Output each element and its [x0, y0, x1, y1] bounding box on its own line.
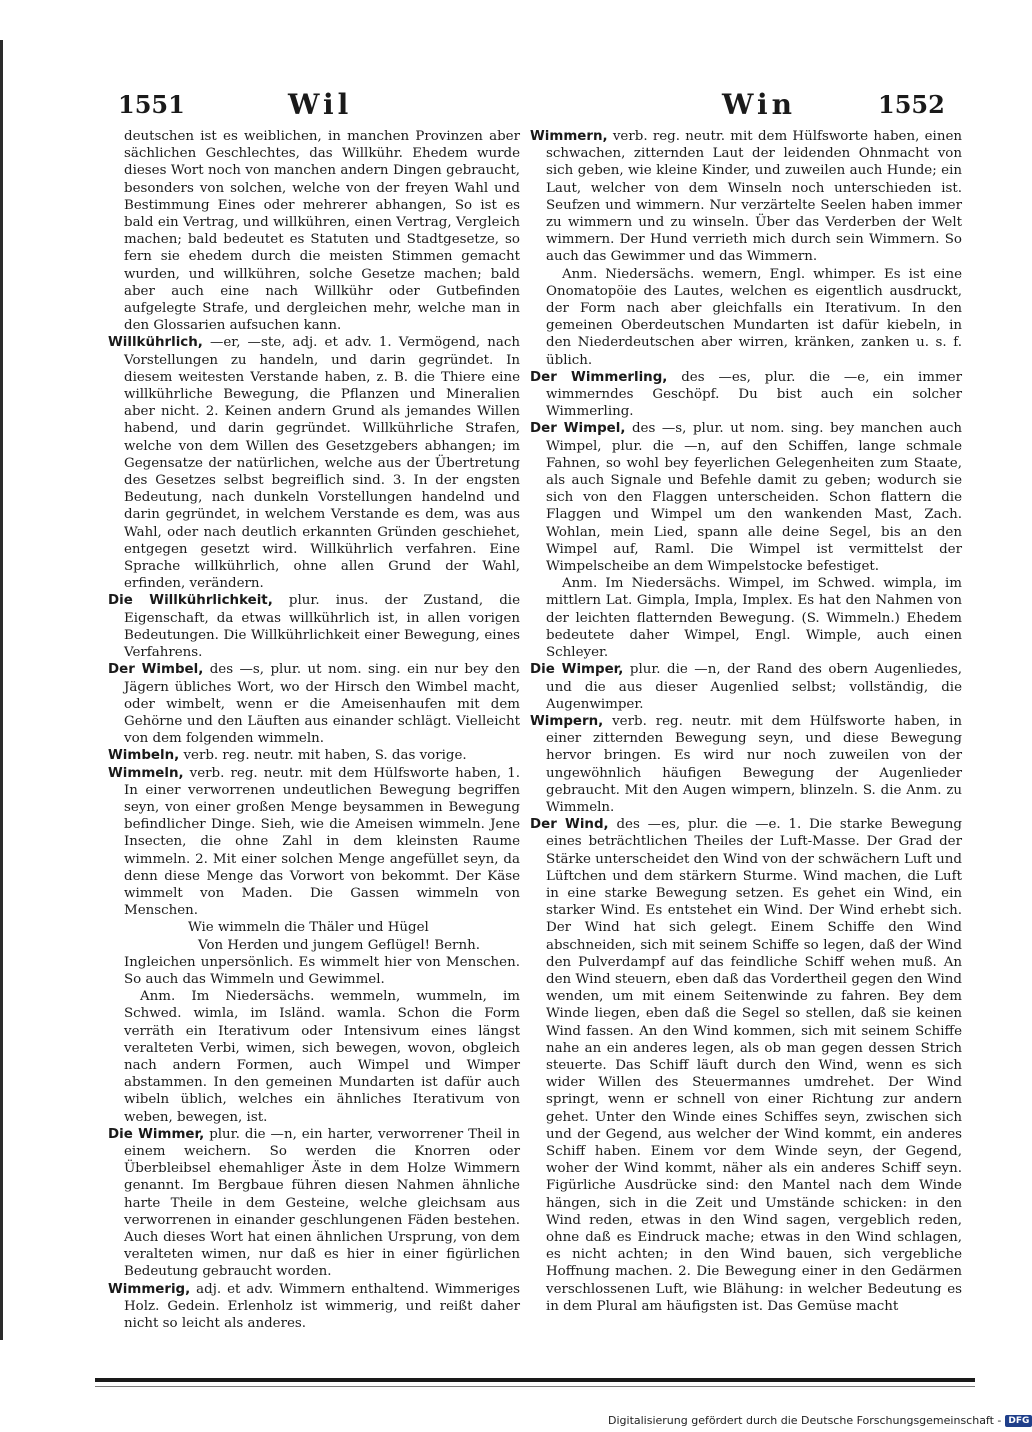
entry-headword: Wimmeln,: [108, 765, 184, 781]
dictionary-entry: [108, 661, 520, 747]
left-column: [108, 128, 521, 1332]
entry-headword: Der Wind,: [530, 817, 609, 833]
dictionary-entry: [108, 747, 520, 764]
entry-headword: Der Wimpel,: [530, 421, 626, 437]
dictionary-entry: [530, 661, 962, 713]
entry-definition: des —s, plur. ut nom. sing. ein nur bey den Jägern übliches Wort, wo der Hirsch den Wimbel macht, oder wimbelt, wenn er die Ameisenhaufen mit dem Gehörne und den Läuften aus einander schlägt. Vielleicht von dem folgenden wimmeln.: [124, 662, 521, 747]
entry-definition: verb. reg. neutr. mit dem Hülfsworte haben, in einer zitternden Bewegung seyn, und diese Bewegung hervor bringen. Es wird nur noch zuweilen von der ungewöhnlich häufigen Bewegung der Augenlieder gebraucht. Mit den Augen wimpern, blinzeln. S. die Anm. zu Wimmeln.: [546, 713, 962, 815]
entry-headword: Die Wimmer,: [108, 1126, 205, 1142]
dfg-logo: DFG: [1005, 1415, 1032, 1427]
dictionary-entry: [530, 816, 962, 1315]
catchword-right: Win: [722, 88, 796, 121]
entry-definition: plur. die —n, der Rand des obern Augenliedes, und die aus dieser Augenlied selbst; vollständig, die Augenwimper.: [546, 662, 962, 712]
entry-headword: Die Willkührlichkeit,: [108, 593, 273, 609]
page-header: [0, 88, 1000, 124]
bottom-rule-thin: [95, 1386, 975, 1387]
dictionary-entry: [530, 128, 962, 266]
entry-headword: Der Wimbel,: [108, 662, 204, 678]
digitization-credit: [608, 1414, 1030, 1430]
entry-annotation: Anm. Im Niedersächs. Wimpel, im Schwed. wimpla, im mittlern Lat. Gimpla, Impla, Implex. Es hat den Nahmen von der leichten flatternden Bewegung. (S. Wimmeln.) Ehedem bedeutete daher Wimpel, Engl. Wimple, auch einen Schleyer.: [546, 576, 962, 661]
entry-definition: adj. et adv. Wimmern enthaltend. Wimmeriges Holz. Gedein. Erlenholz ist wimmerig, und reißt daher nicht so leicht als anderes.: [124, 1281, 520, 1332]
entry-headword: Wimbeln,: [108, 748, 180, 764]
entry-definition: verb. reg. neutr. mit dem Hülfsworte haben, einen schwachen, zitternden Laut der leidenden Ohnmacht von sich geben, wie kleine Kinder, und zuweilen auch Hunde; ein Laut, welcher von dem Winseln noch unterschieden ist. Seufzen und wimmern. Nur verzärtelte Seelen haben immer zu wimmern und zu winseln. Über das Verderben der Welt wimmern. Der Hund verrieth mich durch sein Wimmern. So auch das Gewimmer und das Wimmern.: [546, 129, 962, 265]
dictionary-entry: [108, 1126, 520, 1281]
entry-headword: Willkührlich,: [108, 335, 203, 351]
dictionary-entry: [108, 334, 520, 592]
catchword-left: Wil: [288, 88, 353, 121]
dictionary-entry: [108, 765, 520, 920]
entry-headword: Wimpern,: [530, 713, 604, 729]
right-column: [530, 128, 963, 1314]
entry-headword: Wimmerig,: [108, 1281, 191, 1297]
entry-definition: des —es, plur. die —e, ein immer wimmerndes Geschöpf. Du bist auch ein solcher Wimmerling.: [546, 369, 962, 420]
dictionary-entry: [530, 369, 962, 421]
verse-line: Wie wimmeln die Thäler und Hügel: [188, 920, 429, 936]
bottom-rule: [95, 1378, 975, 1382]
entry-definition: plur. inus. der Zustand, die Eigenschaft, da etwas willkührlich ist, in allen vorigen Bedeutungen. Die Willkührlichkeit einer Bewegung, eines Verfahrens.: [124, 593, 521, 661]
entry-definition: des —s, plur. ut nom. sing. bey manchen auch Wimpel, plur. die —n, auf den Schiffen, lange schmale Fahnen, so wohl bey feyerlichen Gelegenheiten zum Staate, als auch Signale und Befehle damit zu geben; wodurch sie sich von den Flaggen unterscheiden. Schon flattern die Flaggen und Wimpel um den wankenden Mast, Zach. Wohlan, mein Lied, spann alle deine Segel, bis an den Wimpel auf, Raml. Die Wimpel ist vermittelst der Wimpelscheibe an dem Wimpelstocke befestiget.: [546, 421, 962, 575]
credit-text: Digitalisierung gefördert durch die Deutsche Forschungsgemeinschaft -: [608, 1414, 1002, 1427]
entry-definition: verb. reg. neutr. mit dem Hülfsworte haben, 1. In einer verworrenen undeutlichen Bewegung begriffen seyn, von einer großen Menge beysammen in Bewegung befindlicher Dinge. Sieh, wie die Ameisen wimmeln. Jene Insecten, die ohne Zahl in dem kleinsten Raume wimmeln. 2. Mit einer solchen Menge angefüllet seyn, da denn diese Menge das Vorwort von bekommt. Der Käse wimmelt von Maden. Die Gassen wimmeln von Menschen.: [124, 765, 520, 919]
page-number-right: 1552: [878, 90, 945, 119]
verse-quote: [108, 919, 520, 953]
verse-line: Von Herden und jungem Geflügel! Bernh.: [198, 937, 480, 953]
dictionary-entry: [530, 713, 962, 816]
dictionary-entry: [108, 592, 520, 661]
page-edge-shadow: [0, 40, 3, 1340]
entry-annotation: Anm. Niedersächs. wemern, Engl. whimper. Es ist eine Onomatopöie des Lautes, welchen es eigentlich ausdruckt, der Form nach aber gleichfalls ein Iterativum. In den gemeinen Oberdeutschen Mundarten ist dafür kiebeln, in den Niederdeutschen aber wirren, kränken, zanken u. s. f. üblich.: [546, 266, 962, 368]
entry-continuation: deutschen ist es weiblichen, in manchen Provinzen aber sächlichen Geschlechtes, das Willkühr. Ehedem wurde dieses Wort noch von manchen andern Dingen gebraucht, besonders von solchen, welche von der freyen Wahl und Bestimmung Eines oder mehrerer abhangen, So ist es bald ein Vertrag, und willkühren, einen Vertrag, Vergleich machen; bald bedeutet es Statuten und Stadtgesetze, so fern sie ehedem durch die meisten Stimmen gemacht wurden, und willkühren, solche Gesetze machen; bald aber auch eine nach Willkühr oder Gutbefinden aufgelegte Strafe, und dergleichen mehr, welche man in den Glossarien aufsuchen kann.: [124, 129, 520, 334]
entry-headword: Die Wimper,: [530, 662, 624, 678]
page-number-left: 1551: [118, 90, 185, 119]
entry-headword: Der Wimmerling,: [530, 369, 668, 385]
entry-annotation: Anm. Im Niedersächs. wemmeln, wummeln, im Schwed. wimla, im Isländ. wamla. Schon die Form verräth ein Iterativum oder Intensivum eines längst veralteten Verbi, wimen, sich bewegen, wovon, obgleich nach andern Formen, auch Wimpel und Wimper abstammen. In den gemeinen Mundarten ist dafür auch wibeln üblich, welches ein ähnliches Iterativum von weben, bewegen, ist.: [124, 989, 520, 1125]
entry-headword: Wimmern,: [530, 129, 608, 144]
dictionary-entry: [530, 420, 962, 575]
entry-definition: plur. die —n, ein harter, verworrener Theil in einem weichern. So werden die Knorren oder Überbleibsel ehemahliger Äste in dem Holze Wimmern genannt. Im Bergbaue führen diesen Nahmen ähnliche harte Theile in dem Gesteine, welche gleichsam aus verworrenen in einander geschlungenen Fäden bestehen. Auch dieses Wort hat einen ähnlichen Ursprung, von dem veralteten wimen, nur daß es hier in einer figürlichen Bedeutung gebraucht worden.: [124, 1126, 520, 1280]
entry-definition: —er, —ste, adj. et adv. 1. Vermögend, nach Vorstellungen zu handeln, und darin gegründet. In diesem weitesten Verstande haben, z. B. die Thiere eine willkührliche Bewegung, die Pflanzen und Mineralien aber nicht. 2. Keinen andern Grund als jemandes Willen habend, und darin gegründet. Willkührliche Strafen, welche von dem Willen des Gesetzgebers abhangen; im Gegensatze der natürlichen, welche aus der Übertretung des Gesetzes selbst begreiflich sind. 3. In der engsten Bedeutung, nach dunkeln Vorstellungen handelnd und darin gegründet, in welchem Verstande es dem, was aus Wahl, oder nach deutlich erkannten Gründen geschiehet, entgegen gesetzt wird. Willkührlich verfahren. Eine Sprache willkührlich, ohne allen Grund der Wahl, erfinden, verändern.: [124, 335, 520, 592]
entry-definition: des —es, plur. die —e. 1. Die starke Bewegung eines beträchtlichen Theiles der Luft-Masse. Der Grad der Stärke unterscheidet den Wind von der schwächern Luft und Lüftchen und dem stärkern Sturme. Wind machen, die Luft in eine starke Bewegung setzen. Es gehet ein Wind, ein starker Wind. Es entstehet ein Wind. Der Wind erhebt sich. Der Wind hat sich gelegt. Einem Schiffe den Wind abschneiden, sich mit seinem Schiffe so legen, daß der Wind den Pulverdampf auf das feindliche Schiff wehen muß. An den Wind steuern, eben daß das Vordertheil gegen den Wind wenden, um mit einem Seitenwinde zu fahren. Bey dem Winde liegen, eben daß die Segel so stellen, daß sie keinen Wind fassen. An den Wind kommen, sich mit seinem Schiffe nahe an ein anderes legen, als ob man gegen dessen Strich steuerte. Das Schiff läuft durch den Wind, wenn es sich wider Willen des Steuermannes umdrehet. Der Wind springt, wenn er schnell von einer Richtung zur andern gehet. Unter den Winde eines Schiffes seyn, zwischen sich und der Gegend, aus welcher der Wind kommt, ein anderes Schiff haben. Einem vor dem Winde seyn, der Gegend, woher der Wind kommt, näher als ein anderes Schiff seyn. Figürliche Ausdrücke sind: den Mantel nach dem Winde hängen, sich in die Zeit und Umstände schicken: in den Wind reden, etwas in den Wind sagen, vergeblich reden, ohne daß es Eindruck mache; etwas in den Wind schlagen, es nicht achten; in den Wind bauen, sich vergebliche Hoffnung machen. 2. Die Bewegung einer in den Gedärmen verschlossenen Luft, wie Blähung: in welcher Bedeutung es in dem Plural am häufigsten ist. Das Gemüse macht: [546, 817, 963, 1314]
entry-definition: verb. reg. neutr. mit haben, S. das vorige.: [179, 748, 467, 764]
entry-continuation: Ingleichen unpersönlich. Es wimmelt hier von Menschen. So auch das Wimmeln und Gewimmel.: [124, 954, 520, 987]
dictionary-entry: [108, 1281, 520, 1333]
